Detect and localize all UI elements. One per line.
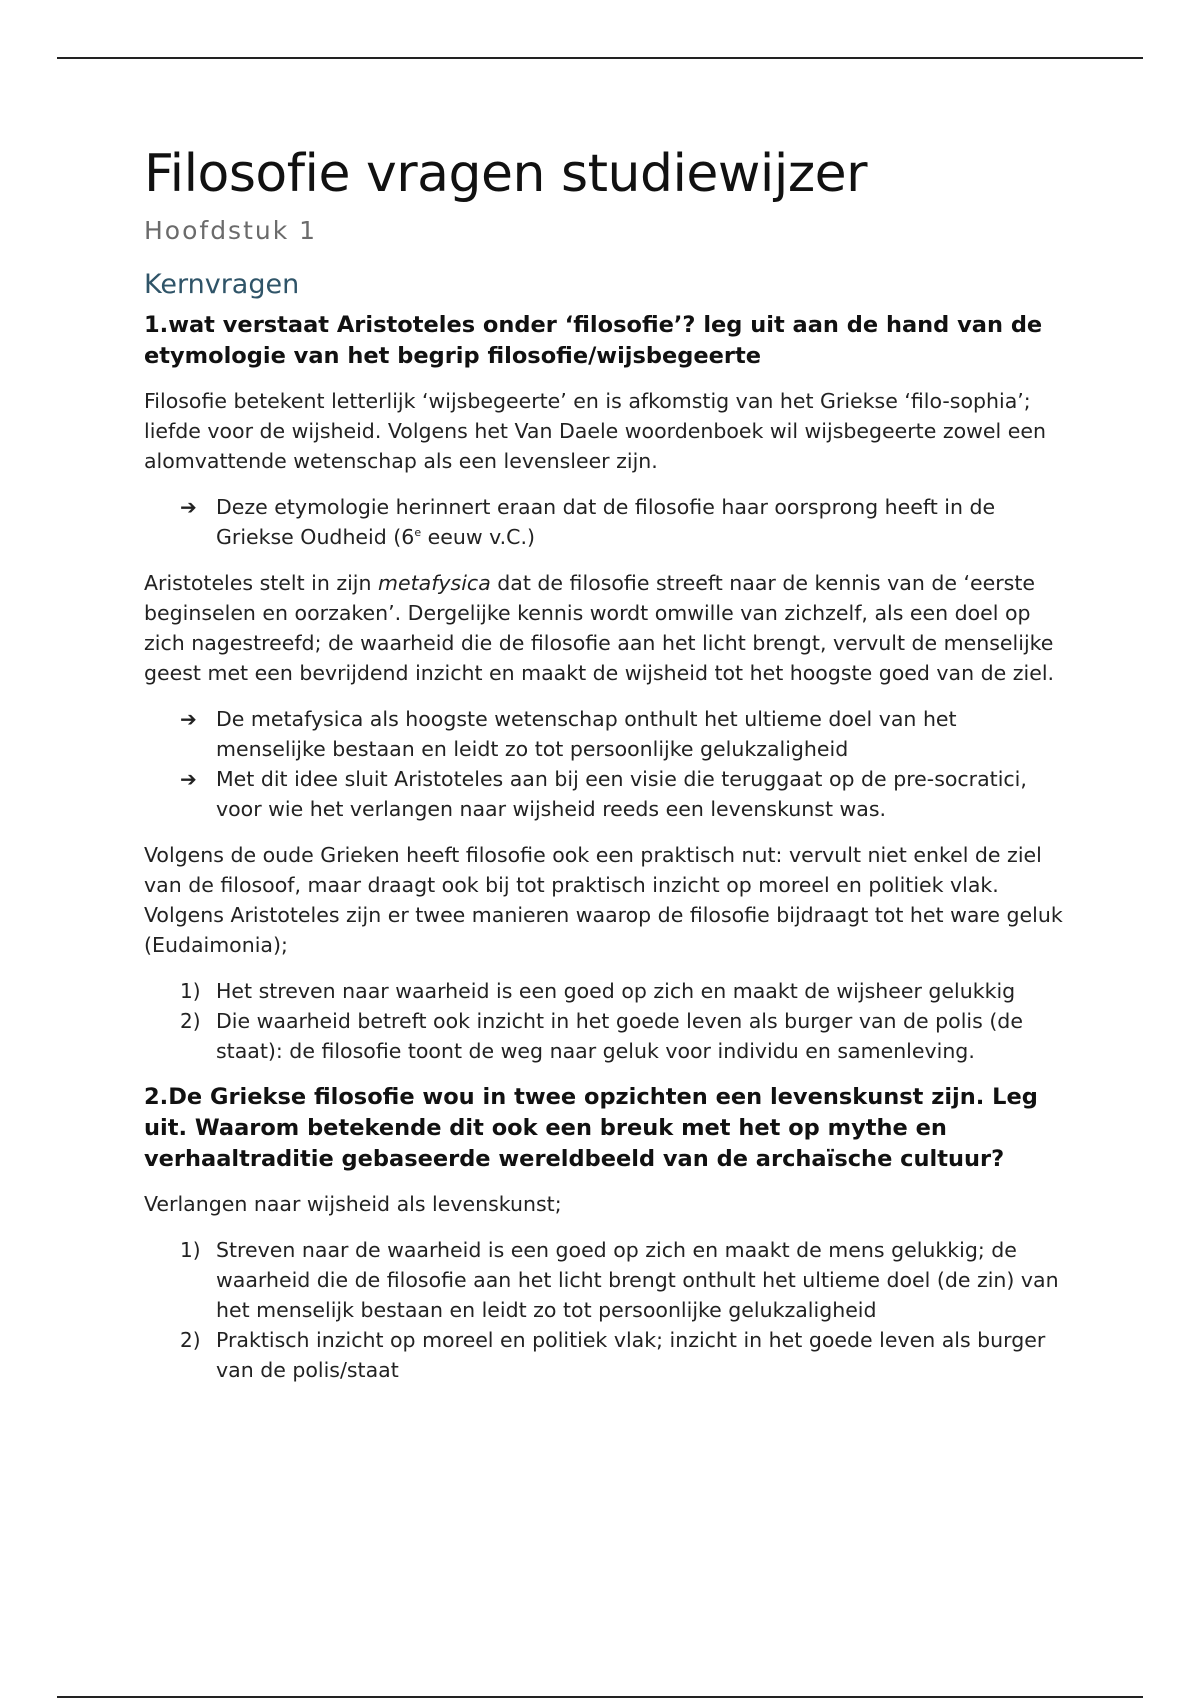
- arrow-right-icon: ➔: [180, 495, 197, 519]
- document-body: [144, 138, 1064, 1401]
- list-item-text: De metafysica als hoogste wetenschap onthult het ultieme doel van het menselijke bestaan en leidt zo tot persoonlijke gelukzaligheid: [216, 707, 957, 761]
- list-item-text: Het streven naar waarheid is een goed op zich en maakt de wijsheer gelukkig: [216, 979, 1016, 1003]
- superscript: e: [414, 526, 422, 540]
- list-item: [144, 1325, 1064, 1385]
- q2-paragraph-1: Verlangen naar wijsheid als levenskunst;: [144, 1192, 562, 1216]
- q1-arrow-list-1: [144, 492, 1064, 552]
- q1-arrow-list-2: [144, 704, 1064, 824]
- list-item: [144, 976, 1064, 1006]
- list-item: [144, 1235, 1064, 1325]
- list-item-text: Streven naar de waarheid is een goed op zich en maakt de mens gelukkig; de waarheid die de filosofie aan het licht brengt onthult het ultieme doel (de zin) van het menselijk bestaan en leidt zo tot persoonlijke gelukzaligheid: [216, 1238, 1059, 1322]
- list-item-text: Praktisch inzicht op moreel en politiek vlak; inzicht in het goede leven als burger van de polis/staat: [216, 1328, 1046, 1382]
- list-item-text: Met dit idee sluit Aristoteles aan bij een visie die teruggaat op de pre-socratici, voor wie het verlangen naar wijsheid reeds een levenskunst was.: [216, 767, 1027, 821]
- question-2: 2.De Griekse filosofie wou in twee opzichten een levenskunst zijn. Leg uit. Waarom betekende dit ook een breuk met het op mythe en verhaaltraditie gebaseerde wereldbeeld van de archaïsche cultuur?: [144, 1084, 1038, 1172]
- document-subtitle: Hoofdstuk 1: [144, 216, 318, 245]
- section-heading: Kernvragen: [144, 269, 300, 300]
- q1-paragraph-1: Filosofie betekent letterlijk ‘wijsbegeerte’ en is afkomstig van het Griekse ‘filo-sophia’; liefde voor de wijsheid. Volgens het Van Daele woordenboek wil wijsbegeerte zowel een alomvattende wetenschap als een levensleer zijn.: [144, 389, 1046, 473]
- arrow-right-icon: ➔: [180, 707, 197, 731]
- q1-numbered-list: [144, 976, 1064, 1066]
- top-rule: [57, 57, 1143, 59]
- list-number: 2): [180, 1009, 201, 1033]
- list-item: [144, 1006, 1064, 1066]
- bottom-rule: [57, 1696, 1143, 1698]
- paragraph-text: Aristoteles stelt in zijn: [144, 571, 379, 595]
- q1-paragraph-2: [144, 568, 1064, 688]
- italic-term: metafysica: [378, 571, 491, 595]
- document-title: Filosofie vragen studiewijzer: [144, 144, 867, 204]
- list-number: 1): [180, 1238, 201, 1262]
- arrow-right-icon: ➔: [180, 767, 197, 791]
- paragraph-text: dat de filosofie streeft naar de kennis van de ‘eerste beginselen en oorzaken’. Dergelijke kennis wordt omwille van zichzelf, als een doel op zich nagestreefd; de waarheid die de filosofie aan het licht brengt, vervult de menselijke geest met een bevrijdend inzicht en maakt de wijsheid tot het hoogste goed van de ziel.: [144, 571, 1055, 685]
- list-number: 1): [180, 979, 201, 1003]
- list-item: [144, 704, 1064, 764]
- list-item-text: Deze etymologie herinnert eraan dat de filosofie haar oorsprong heeft in de Griekse Oudheid (6: [216, 495, 996, 549]
- list-item-text-end: eeuw v.C.): [421, 525, 536, 549]
- list-item-text: Die waarheid betreft ook inzicht in het goede leven als burger van de polis (de staat): de filosofie toont de weg naar geluk voor individu en samenleving.: [216, 1009, 1023, 1063]
- q1-paragraph-3: Volgens de oude Grieken heeft filosofie ook een praktisch nut: vervult niet enkel de ziel van de filosoof, maar draagt ook bij tot praktisch inzicht op moreel en politiek vlak. Volgens Aristoteles zijn er twee manieren waarop de filosofie bijdraagt tot het ware geluk (Eudaimonia);: [144, 843, 1063, 957]
- list-item: [144, 492, 1064, 552]
- list-number: 2): [180, 1328, 201, 1352]
- question-1: 1.wat verstaat Aristoteles onder ‘filosofie’? leg uit aan de hand van de etymologie van het begrip filosofie/wijsbegeerte: [144, 312, 1043, 369]
- list-item: [144, 764, 1064, 824]
- q2-numbered-list: [144, 1235, 1064, 1385]
